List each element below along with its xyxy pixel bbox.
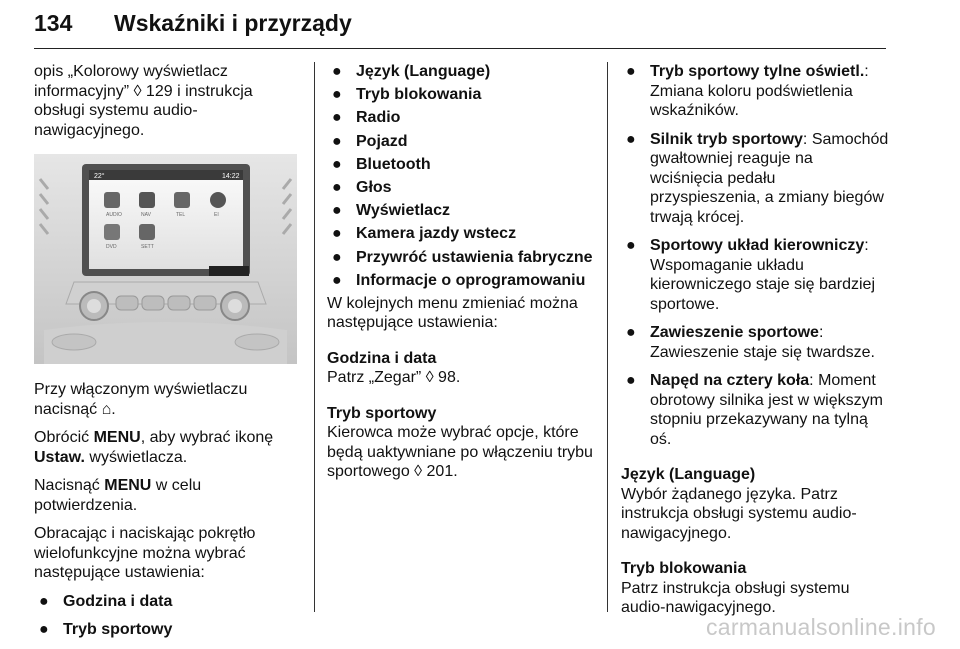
item-text: : Moment obrotowy silnika jest w większym stopniu przekazywany na tylną oś. (650, 372, 883, 448)
list-item (34, 592, 302, 612)
intro-paragraph: opis „Kolorowy wyświetlacz informacyjny” ◊ 129 i instrukcja obsługi systemu audio-nawigacyjnego. (34, 63, 253, 139)
list-item-text: Kamera jazdy wstecz (356, 225, 517, 243)
list-item-text: Pojazd (356, 132, 408, 150)
item-text: : Zawieszenie staje się twardsze. (650, 324, 875, 361)
header-rule (34, 48, 886, 49)
list-item (327, 85, 595, 105)
paragraph-options-intro: Obracając i naciskając pokrętło wielofunkcyjne można wybrać następujące ustawienia: (34, 525, 256, 581)
icon-label-nav: NAV (141, 212, 151, 218)
bullet: ● (626, 324, 636, 341)
ustaw-keyword: Ustaw. (34, 448, 85, 466)
infotainment-illustration (34, 154, 297, 364)
bullet: ● (332, 202, 342, 220)
bullet: ● (626, 63, 636, 80)
bullet: ● (39, 592, 49, 610)
icon-label-audio: AUDIO (106, 212, 122, 218)
column-1 (34, 62, 302, 649)
item-title: Sportowy układ kierowniczy (650, 237, 865, 254)
p1-text: Przy włączonym wyświetlaczu nacisnąć (34, 381, 248, 418)
item-title: Silnik tryb sportowy (650, 130, 803, 148)
section-body: Patrz „Zegar” ◊ 98. (327, 369, 461, 387)
menu-keyword-2: MENU (104, 477, 152, 494)
bullet: ● (332, 271, 342, 289)
list-item-text: Bluetooth (356, 155, 431, 173)
list-item (621, 323, 889, 362)
menu-keyword: MENU (93, 429, 141, 446)
p2-mid: , aby wybrać ikonę (140, 429, 274, 446)
screen-temp: 22° (94, 173, 105, 180)
bullet: ● (332, 86, 342, 104)
bullet: ● (332, 248, 342, 266)
list-item-text: Informacje o oprogramowaniu (356, 271, 586, 289)
icon-label-tel: TEL (176, 212, 186, 218)
bullet: ● (626, 237, 636, 254)
bullet: ● (39, 621, 49, 638)
item-title: Zawieszenie sportowe (650, 324, 819, 341)
list-item (327, 178, 595, 198)
page-number: 134 (34, 10, 73, 36)
column-2 (327, 62, 595, 491)
list-item-text: Język (Language) (356, 63, 491, 80)
paragraph-press-menu (34, 476, 302, 515)
list-item-text: Tryb blokowania (356, 86, 482, 104)
item-text: : Zmiana koloru podświetlenia wskaźników. (650, 63, 869, 119)
icon-label-sett: SETT (141, 244, 154, 250)
section-sport-mode (327, 404, 595, 482)
bullet: ● (332, 132, 342, 150)
home-icon: ⌂ (101, 400, 112, 418)
list-item-text: Tryb sportowy (63, 621, 173, 638)
p2-suffix: wyświetlacza. (84, 448, 188, 466)
p3-suffix: w celu potwierdzenia. (34, 477, 202, 514)
infotainment-figure (34, 154, 297, 364)
bullet: ● (626, 372, 636, 389)
column-3 (621, 62, 889, 627)
item-text: : Wspomaganie układu kierowniczego staje się bardziej sportowe. (650, 237, 875, 313)
col3-bullet-list (621, 62, 889, 449)
list-item-text: Radio (356, 109, 401, 127)
list-item (327, 108, 595, 128)
column-divider-2 (607, 62, 608, 612)
list-item (327, 132, 595, 152)
section-lock-mode (621, 559, 889, 618)
section-heading: Tryb blokowania (621, 560, 747, 577)
icon-label-ei: EI (214, 212, 219, 218)
list-item-text: Przywróć ustawienia fabryczne (356, 248, 593, 266)
section-body: Kierowca może wybrać opcje, które będą uaktywniane po włączeniu trybu sportowego ◊ 201. (327, 424, 593, 481)
page-ref: ◊ 98. (425, 369, 461, 387)
icon-label-dvd: DVD (106, 244, 117, 250)
bullet: ● (626, 130, 636, 148)
watermark: carmanualsonline.info (705, 614, 936, 640)
bullet: ● (332, 155, 342, 173)
p3-prefix: Nacisnąć (34, 477, 105, 494)
list-item (327, 224, 595, 244)
display-screen (89, 170, 243, 269)
list-item (621, 371, 889, 449)
column-divider-1 (314, 62, 315, 612)
list-item-text: Wyświetlacz (356, 202, 450, 220)
section-time-date (327, 349, 595, 388)
page-ref: ◊ 201. (414, 463, 458, 481)
col2-bullet-list (327, 62, 595, 290)
col2-intro-paragraph: W kolejnych menu zmieniać można następujące ustawienia: (327, 294, 578, 332)
section-heading: Język (Language) (621, 466, 756, 483)
col1-bullet-list (34, 592, 302, 640)
page-header (34, 8, 886, 48)
screen-time: 14:22 (222, 173, 240, 180)
bullet: ● (332, 109, 342, 127)
item-text: : Samochód gwałtowniej reaguje na wciśnięcia pedału przyspieszenia, a zmiany biegów trwają krócej. (650, 130, 889, 226)
list-item (34, 620, 302, 640)
list-item (327, 271, 595, 291)
list-item (621, 236, 889, 314)
list-item (327, 248, 595, 268)
bullet: ● (332, 178, 342, 196)
bullet: ● (332, 225, 342, 243)
paragraph-turn-menu (34, 428, 302, 467)
p2-prefix: Obrócić (34, 429, 94, 446)
list-item-text: Głos (356, 178, 392, 196)
section-language (621, 465, 889, 543)
section-heading: Godzina i data (327, 349, 437, 367)
list-item (327, 155, 595, 175)
section-body: Wybór żądanego języka. Patrz instrukcja obsługi systemu audio-nawigacyjnego. (621, 485, 857, 542)
p1-suffix: . (111, 400, 116, 418)
section-heading: Tryb sportowy (327, 404, 437, 422)
paragraph-turn-on (34, 380, 302, 419)
list-item (327, 201, 595, 221)
list-item (621, 130, 889, 228)
page-title: Wskaźniki i przyrządy (114, 10, 352, 36)
list-item-text: Godzina i data (63, 592, 173, 610)
list-item (621, 62, 889, 121)
section-body: Patrz instrukcja obsługi systemu audio-nawigacyjnego. (621, 579, 850, 616)
item-title: Napęd na cztery koła (650, 372, 810, 389)
bullet: ● (332, 63, 342, 80)
item-title: Tryb sportowy tylne oświetl. (650, 63, 865, 80)
list-item (327, 62, 595, 82)
